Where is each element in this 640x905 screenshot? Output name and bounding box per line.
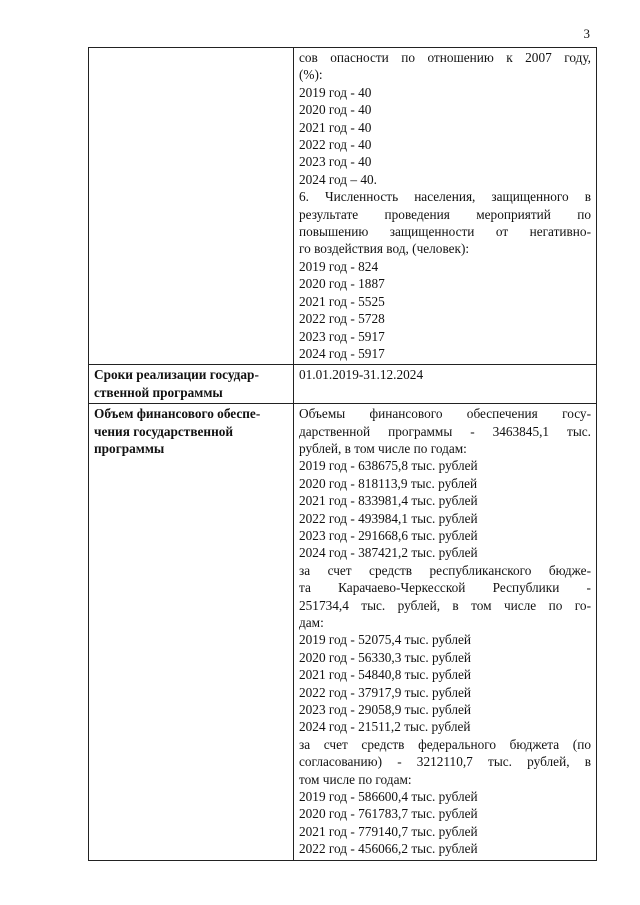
content-line: 01.01.2019-31.12.2024 bbox=[299, 367, 424, 383]
content-line: повышению защищенности от негативно- bbox=[299, 224, 591, 240]
content-line: 2021 год - 40 bbox=[299, 119, 372, 135]
content-line: 2019 год - 586600,4 тыс. рублей bbox=[299, 789, 478, 805]
row-title-line: Объем финансового обеспе- bbox=[94, 406, 261, 422]
content-line: 6. Численность населения, защищенного в bbox=[299, 189, 591, 205]
content-line: 2022 год - 5728 bbox=[299, 311, 385, 327]
row-title-line: программы bbox=[94, 440, 165, 456]
table-row bbox=[89, 404, 597, 861]
content-line: 2023 год - 5917 bbox=[299, 328, 385, 344]
content-line: 2022 год - 456066,2 тыс. рублей bbox=[299, 841, 478, 857]
content-line: 2022 год - 37917,9 тыс. рублей bbox=[299, 684, 472, 700]
content-line: Объемы финансового обеспечения госу- bbox=[299, 406, 591, 422]
table-row bbox=[89, 365, 597, 404]
row-title-cell bbox=[89, 365, 294, 404]
content-line: согласованию) - 3212110,7 тыс. рублей, в bbox=[299, 754, 591, 770]
content-line: 2019 год - 638675,8 тыс. рублей bbox=[299, 458, 478, 474]
content-line: 2024 год - 387421,2 тыс. рублей bbox=[299, 545, 478, 561]
content-line: 2021 год - 5525 bbox=[299, 293, 385, 309]
row-content-cell bbox=[294, 404, 597, 861]
content-line: результате проведения мероприятий по bbox=[299, 206, 591, 222]
content-line: дарственной программы - 3463845,1 тыс. bbox=[299, 423, 591, 439]
content-line: 2023 год - 291668,6 тыс. рублей bbox=[299, 527, 478, 543]
row-title-cell bbox=[89, 48, 294, 365]
content-line: 2020 год - 818113,9 тыс. рублей bbox=[299, 475, 478, 491]
content-line: 2024 год – 40. bbox=[299, 171, 377, 187]
row-content-cell bbox=[294, 48, 597, 365]
content-line: 2024 год - 5917 bbox=[299, 345, 385, 361]
content-line: го воздействия вод, (человек): bbox=[299, 241, 470, 257]
content-line: 2023 год - 29058,9 тыс. рублей bbox=[299, 702, 472, 718]
content-line: 251734,4 тыс. рублей, в том числе по го- bbox=[299, 597, 591, 613]
content-line: том числе по годам: bbox=[299, 771, 412, 787]
content-line: 2021 год - 54840,8 тыс. рублей bbox=[299, 667, 472, 683]
row-title-line: ственной программы bbox=[94, 384, 223, 400]
content-line: 2022 год - 40 bbox=[299, 137, 372, 153]
table-body bbox=[89, 48, 597, 861]
content-line: 2019 год - 52075,4 тыс. рублей bbox=[299, 632, 472, 648]
content-line: 2024 год - 21511,2 тыс. рублей bbox=[299, 719, 471, 735]
row-title-line: Сроки реализации государ- bbox=[94, 367, 259, 383]
content-line: 2019 год - 40 bbox=[299, 84, 372, 100]
page-number: 3 bbox=[583, 26, 590, 41]
content-line: 2020 год - 761783,7 тыс. рублей bbox=[299, 806, 478, 822]
content-line: дам: bbox=[299, 615, 324, 630]
program-passport-table bbox=[88, 47, 597, 861]
content-line: 2020 год - 56330,3 тыс. рублей bbox=[299, 649, 472, 665]
content-line: 2023 год - 40 bbox=[299, 154, 372, 170]
content-line: 2022 год - 493984,1 тыс. рублей bbox=[299, 510, 478, 526]
content-line: 2020 год - 40 bbox=[299, 102, 372, 118]
content-line: 2021 год - 833981,4 тыс. рублей bbox=[299, 493, 478, 509]
content-line: (%): bbox=[299, 67, 323, 83]
content-line: за счет средств республиканского бюдже- bbox=[299, 562, 591, 578]
content-line: за счет средств федерального бюджета (по bbox=[299, 736, 591, 752]
content-line: та Карачаево-Черкесской Республики - bbox=[299, 580, 591, 596]
row-content-cell bbox=[294, 365, 597, 404]
table-row bbox=[89, 48, 597, 365]
content-line: 2021 год - 779140,7 тыс. рублей bbox=[299, 823, 478, 839]
row-title-cell bbox=[89, 404, 294, 861]
content-line: сов опасности по отношению к 2007 году, bbox=[299, 50, 591, 65]
content-line: 2019 год - 824 bbox=[299, 258, 379, 274]
row-title-line: чения государственной bbox=[94, 423, 234, 439]
content-line: 2020 год - 1887 bbox=[299, 276, 385, 292]
content-line: рублей, в том числе по годам: bbox=[299, 440, 467, 456]
